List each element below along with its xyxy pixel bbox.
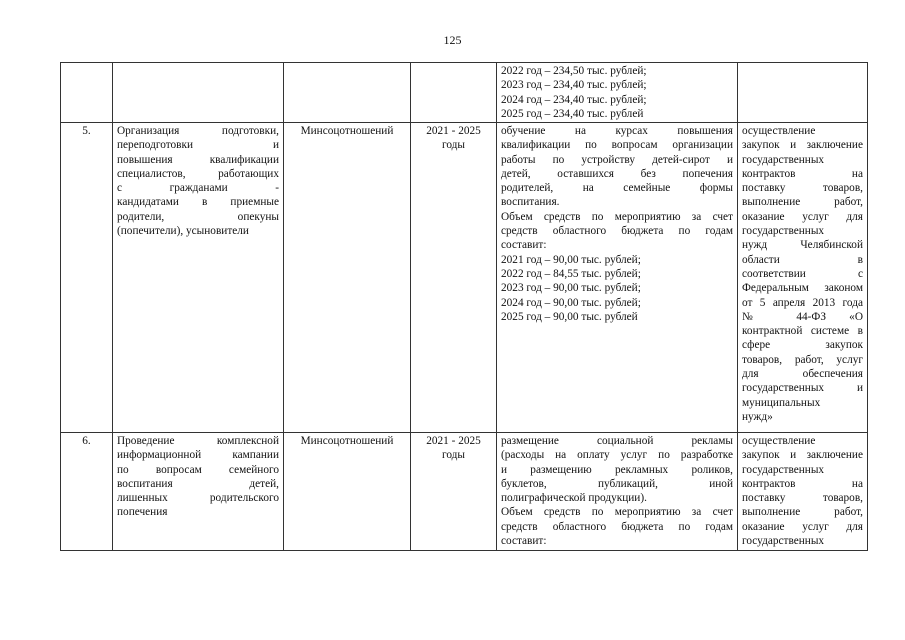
- cell-line: Федеральным законом: [742, 282, 863, 295]
- mechanism-cell: [738, 123, 868, 433]
- cell-line: буклетов, публикаций, иной: [501, 477, 733, 490]
- executor: Минсоцотношений: [300, 125, 394, 137]
- cell-line: родителей, на семейные формы: [501, 182, 733, 195]
- cell-line: полиграфической продукции).: [501, 492, 647, 505]
- cell-line: детей, оставшихся без попечения: [501, 167, 733, 180]
- cell-line: 2024 год – 90,00 тыс. рублей;: [501, 296, 641, 309]
- row-number: 6.: [82, 435, 91, 447]
- cell-line: 2022 год – 234,50 тыс. рублей;: [501, 65, 647, 77]
- cell-line: Объем средств по мероприятию за счет: [501, 506, 733, 519]
- mechanism-cell: [738, 433, 868, 551]
- cell-line: повышения квалификации: [117, 153, 279, 166]
- cell-line: выполнение работ,: [742, 506, 863, 519]
- executor-cell: [284, 63, 411, 123]
- cell-line: 2023 год – 90,00 тыс. рублей;: [501, 282, 641, 295]
- cell-line: 2023 год – 234,40 тыс. рублей;: [501, 79, 647, 92]
- cell-line: переподготовки и: [117, 139, 279, 152]
- period: 2021 - 2025 годы: [426, 435, 481, 462]
- cell-line: контрактов на: [742, 167, 863, 180]
- cell-line: нужд Челябинской: [742, 239, 863, 252]
- cell-line: № 44-ФЗ «О: [742, 310, 863, 323]
- cell-line: лишенных родительского: [117, 492, 279, 505]
- cell-line: (расходы на оплату услуг по разработке: [501, 449, 733, 462]
- cell-line: государственных: [742, 463, 825, 476]
- cell-line: соответствии с: [742, 267, 863, 280]
- page-number: 125: [443, 33, 462, 47]
- cell-line: товаров, работ, услуг: [742, 353, 863, 366]
- measure-name-cell: [113, 63, 284, 123]
- executor: Минсоцотношений: [300, 435, 394, 447]
- cell-line: Проведение комплексной: [117, 435, 279, 447]
- cell-line: (попечители), усыновители: [117, 225, 249, 238]
- cell-line: работы по устройству детей-сирот и: [501, 153, 733, 166]
- content-cell: [497, 63, 738, 123]
- cell-line: обучение на курсах повышения: [501, 125, 733, 137]
- content-cell: [497, 123, 738, 433]
- period-cell: [411, 433, 497, 551]
- cell-line: средств областного бюджета по годам: [501, 225, 733, 238]
- cell-line: 2022 год – 84,55 тыс. рублей;: [501, 267, 641, 280]
- period-cell: [411, 63, 497, 123]
- executor-cell: [284, 123, 411, 433]
- measure-name-cell: [113, 433, 284, 551]
- cell-line: информационной кампании: [117, 449, 279, 462]
- cell-line: выполнение работ,: [742, 196, 863, 209]
- cell-line: сфере закупок: [742, 339, 863, 352]
- cell-line: поставку товаров,: [742, 182, 863, 195]
- cell-line: и размещению рекламных роликов,: [501, 463, 733, 476]
- cell-line: государственных: [742, 225, 825, 238]
- row-number-cell: [61, 433, 113, 551]
- executor-cell: [284, 433, 411, 551]
- row-number-cell: [61, 123, 113, 433]
- cell-line: родители, опекуны: [117, 210, 279, 223]
- cell-line: составит:: [501, 239, 547, 252]
- cell-line: области в: [742, 253, 863, 266]
- table-row: [61, 63, 868, 123]
- cell-line: 2025 год – 234,40 тыс. рублей: [501, 107, 644, 120]
- cell-line: осуществление: [742, 435, 816, 447]
- cell-line: контрактной системе в: [742, 325, 863, 338]
- mechanism-cell: [738, 63, 868, 123]
- measures-table: [60, 62, 868, 551]
- cell-line: размещение социальной рекламы: [501, 435, 733, 447]
- cell-line: кандидатами в приемные: [117, 196, 279, 209]
- cell-line: оказание услуг для: [742, 520, 863, 533]
- cell-line: квалификации по вопросам организации: [501, 139, 733, 152]
- cell-line: поставку товаров,: [742, 492, 863, 505]
- table-row: [61, 123, 868, 433]
- cell-line: 2021 год – 90,00 тыс. рублей;: [501, 253, 641, 266]
- cell-line: государственных: [742, 535, 825, 548]
- cell-line: нужд»: [742, 410, 773, 423]
- cell-line: специалистов, работающих: [117, 167, 279, 180]
- cell-line: воспитания детей,: [117, 477, 279, 490]
- cell-line: оказание услуг для: [742, 210, 863, 223]
- cell-line: закупок и заключение: [742, 139, 863, 152]
- cell-line: осуществление: [742, 125, 816, 137]
- cell-line: составит:: [501, 535, 547, 548]
- cell-line: Организация подготовки,: [117, 125, 279, 137]
- cell-line: Объем средств по мероприятию за счет: [501, 210, 733, 223]
- cell-line: 2024 год – 234,40 тыс. рублей;: [501, 93, 647, 106]
- cell-line: средств областного бюджета по годам: [501, 520, 733, 533]
- period: 2021 - 2025 годы: [426, 125, 481, 152]
- cell-line: для обеспечения: [742, 368, 863, 381]
- cell-line: по вопросам семейного: [117, 463, 279, 476]
- cell-line: закупок и заключение: [742, 449, 863, 462]
- cell-line: от 5 апреля 2013 года: [742, 296, 863, 309]
- measure-name-cell: [113, 123, 284, 433]
- cell-line: государственных: [742, 153, 825, 166]
- cell-line: муниципальных: [742, 396, 821, 409]
- cell-line: с гражданами -: [117, 182, 279, 195]
- cell-line: воспитания.: [501, 196, 560, 209]
- period-cell: [411, 123, 497, 433]
- row-number: 5.: [82, 125, 91, 137]
- cell-line: государственных и: [742, 382, 863, 395]
- row-number-cell: [61, 63, 113, 123]
- cell-line: попечения: [117, 506, 168, 519]
- cell-line: контрактов на: [742, 477, 863, 490]
- content-cell: [497, 433, 738, 551]
- table-row: [61, 433, 868, 551]
- cell-line: 2025 год – 90,00 тыс. рублей: [501, 310, 638, 323]
